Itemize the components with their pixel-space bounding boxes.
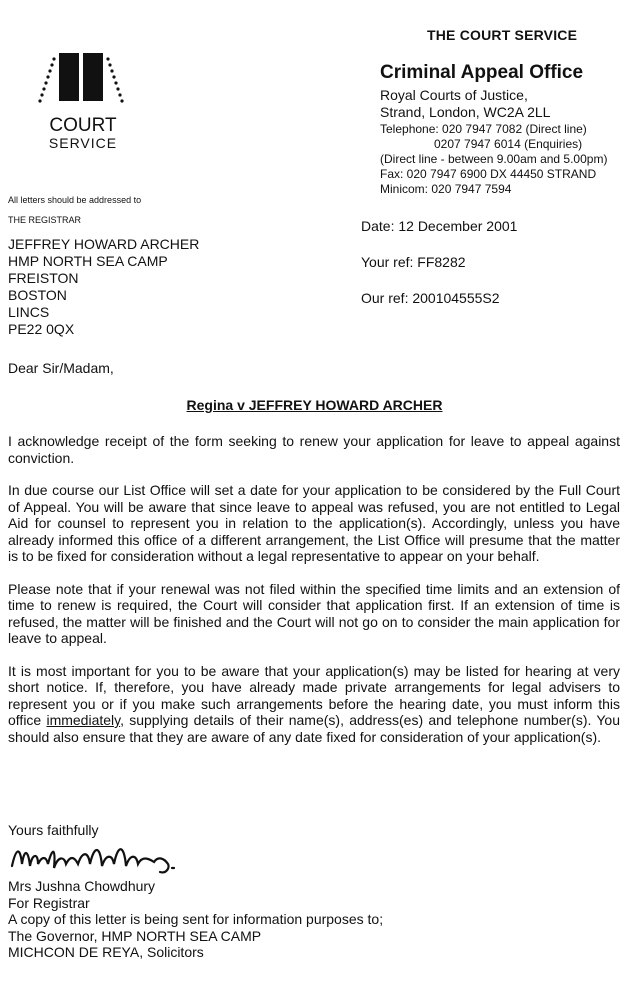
your-reference: Your ref: FF8282 [361, 254, 466, 270]
closing-phrase: Yours faithfully [8, 822, 99, 838]
contact-details [380, 122, 607, 197]
logo-text-service: SERVICE [48, 135, 118, 151]
recipient-line: FREISTON [8, 270, 79, 286]
contact-line: (Direct line - between 9.00am and 5.00pm) [380, 152, 608, 166]
court-service-logo [28, 45, 138, 155]
letter-body [8, 433, 620, 761]
contact-line: Telephone: 020 7947 7082 (Direct line) [380, 122, 587, 136]
signatory-role: For Registrar [8, 894, 90, 911]
recipient-address [8, 236, 199, 338]
subject-heading: Regina v JEFFREY HOWARD ARCHER [186, 397, 443, 413]
recipient-line: HMP NORTH SEA CAMP [8, 253, 168, 269]
copy-note: A copy of this letter is being sent for information purposes to; [8, 911, 384, 927]
recipient-line: BOSTON [8, 287, 67, 303]
address-line: Royal Courts of Justice, [380, 87, 528, 103]
contact-line: 0207 7947 6014 (Enquiries) [434, 137, 583, 151]
organisation-name: THE COURT SERVICE [427, 27, 578, 43]
addressing-instruction: All letters should be addressed to [8, 195, 142, 205]
logo-text-court: COURT [49, 115, 117, 136]
signatory-block [8, 878, 383, 961]
contact-line: Minicom: 020 7947 7594 [380, 182, 512, 196]
body-paragraph: In due course our List Office will set a date for your application to be considered by the Full Court of Appeal. You will be aware that since leave to appeal was refused, you are not entitled to Legal Aid for counsel to represent you in relation to the application(s). Accordingly, unless you have already informed this office of a different arrangement, the List Office will presume that the matter is to be fixed for consideration without a legal representative to appear on your behalf. [8, 482, 620, 564]
recipient-line: JEFFREY HOWARD ARCHER [8, 236, 200, 252]
contact-line: Fax: 020 7947 6900 DX 44450 STRAND [380, 167, 597, 181]
recipient-line: PE22 0QX [8, 321, 75, 337]
salutation: Dear Sir/Madam, [8, 360, 114, 376]
addressing-note [8, 190, 141, 230]
recipient-line: LINCS [8, 304, 50, 320]
letter-date: Date: 12 December 2001 [361, 218, 518, 234]
body-paragraph [8, 663, 620, 746]
office-address [380, 87, 550, 121]
signatory-name: Mrs Jushna Chowdhury [8, 878, 156, 894]
body-text: It is most important for you to be aware that your application(s) may be listed for hearing at very short notice. If, therefore, you have already made private arrangements for legal advisers to represent you or if you make such arrangements before the hearing date, you must inform this office [8, 662, 620, 728]
body-paragraph: Please note that if your renewal was not filed within the specified time limits and an extension of time to renew is required, the Court will consider that application first. If an extension of time is refused, the matter will be finished and the Court will not go on to consider the main application for leave to appeal. [8, 580, 620, 646]
copy-recipient: The Governor, HMP NORTH SEA CAMP [8, 927, 262, 944]
copy-recipient: MICHCON DE REYA, Solicitors [8, 944, 204, 960]
address-line: Strand, London, WC2A 2LL [380, 104, 551, 120]
letter-meta [361, 218, 517, 326]
office-title: Criminal Appeal Office [380, 62, 584, 83]
emphasis-immediately: immediately [46, 712, 121, 728]
addressing-registrar: THE REGISTRAR [8, 215, 82, 225]
body-text: , supplying details of their name(s), address(es) and telephone number(s). You should also ensure that they are aware of any date fixed for consideration of your application(s). [8, 712, 620, 745]
handwritten-signature [8, 838, 218, 878]
body-paragraph: I acknowledge receipt of the form seeking to renew your application for leave to appeal against conviction. [8, 433, 620, 466]
our-reference: Our ref: 200104555S2 [361, 290, 500, 306]
